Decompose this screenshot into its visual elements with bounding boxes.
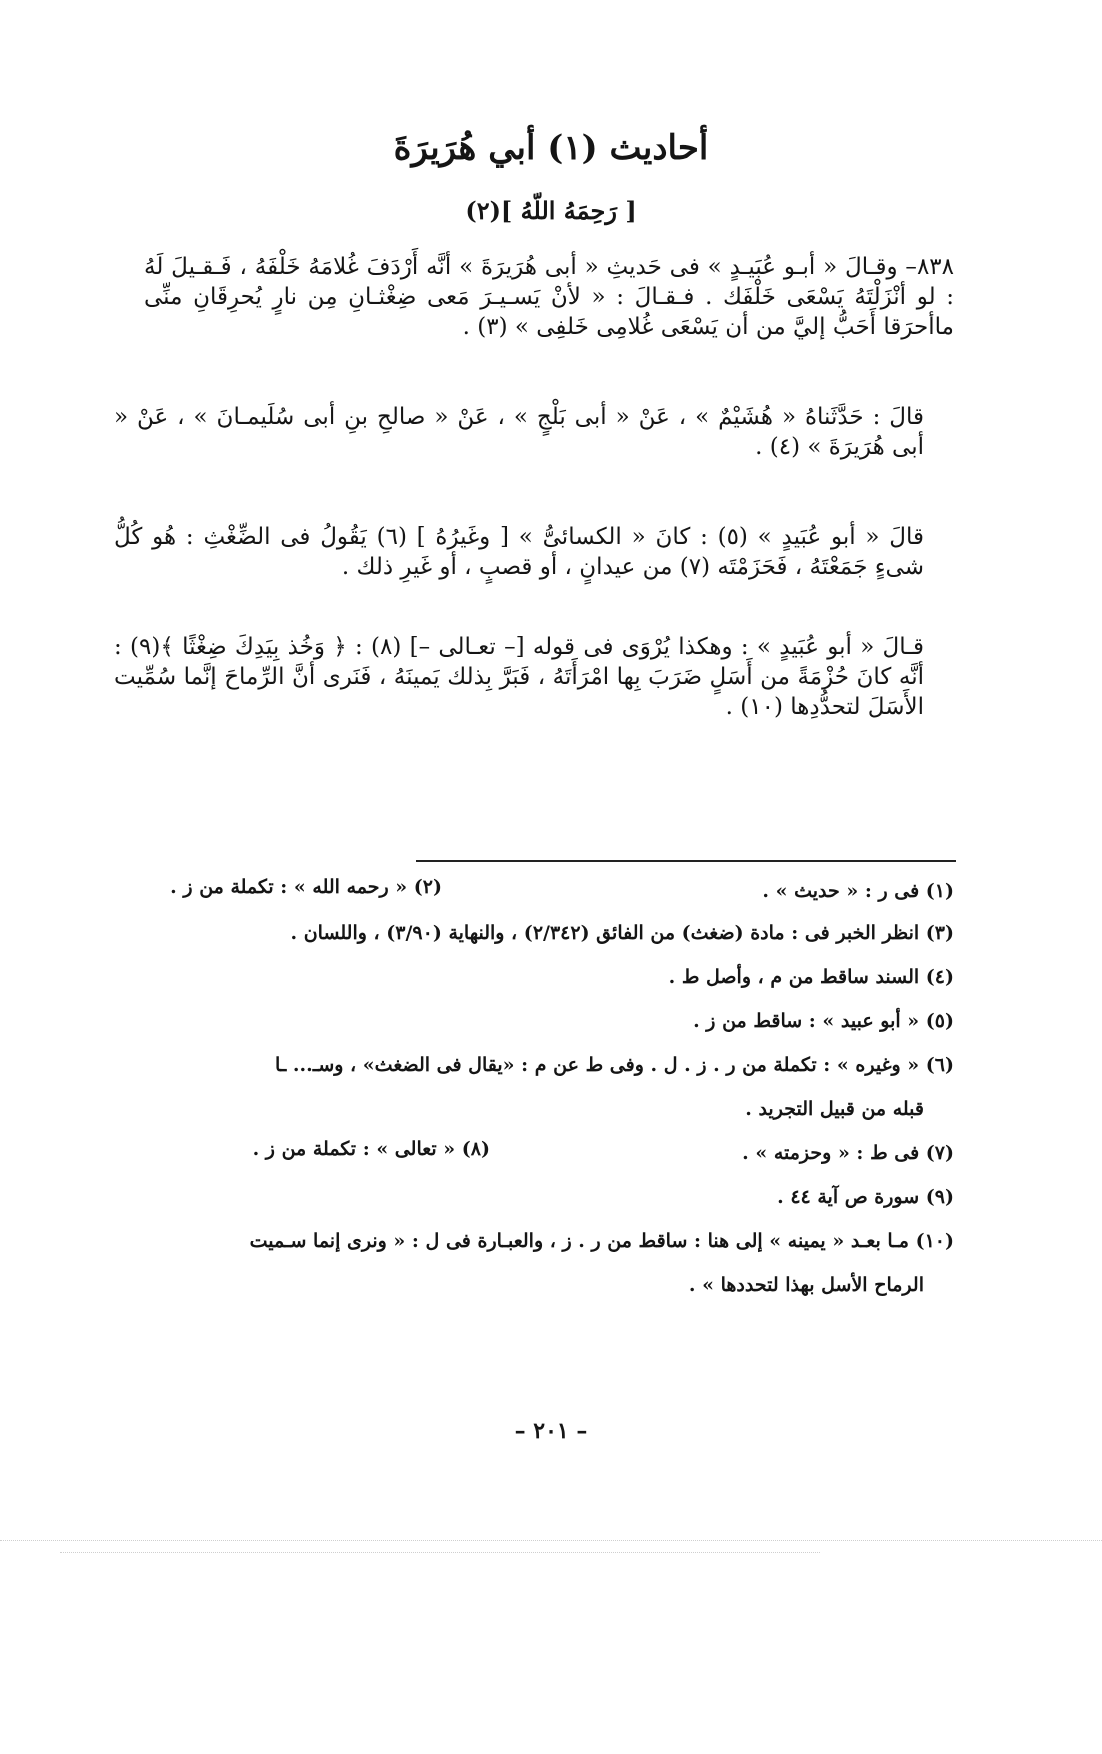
footnote-10: (١٠) مـا بعـد « يمينه » إلى هنا : ساقط من ر . ز ، والعبـارة فى ل : « ونرى إنما سـميت: [249, 1230, 954, 1252]
footnote-5: (٥) « أبو عبيد » : ساقط من ز .: [693, 1010, 954, 1032]
page-number: – ٢٠١ –: [514, 1418, 588, 1444]
footnote-6-continuation: قبله من قبيل التجريد .: [745, 1098, 924, 1120]
commentary-paragraph: قالَ « أبو عُبَيدٍ » (٥) : كانَ « الكسائىُّ » [ وغَيرُهُ ] (٦) يَقُولُ فى الضِّغْثِ : هُو كُلُّ شىءٍ جَمَعْتَهُ ، فَحَزَمْتَه (٧) من عيدانٍ ، أو قصبٍ ، أو غَيرِ ذلك .: [114, 524, 924, 580]
chapter-subtitle: [ رَحِمَهُ اللّهُ ](٢): [465, 196, 637, 225]
hadith-paragraph: ٨٣٨– وقـالَ « أبـو عُبَيـدٍ » فى حَديثِ « أبى هُرَيرَةَ » أنَّه أَرْدَفَ غُلامَهُ خَلْفَهُ ، فَـقـيلَ لَهُ : لو أنْزَلْتَهُ يَسْعَى خَلْفَك . فـقـالَ : « لأنْ يَسـيـرَ مَعى ضِغْثـانِ مِن نارٍ يُحرِقَانِ منِّى ماأحرَقا أَحَبُّ إليَّ من أن يَسْعَى غُلامِى خَلفِى » (٣) .: [144, 254, 954, 340]
scan-noise-line: [60, 1552, 820, 1555]
footnote-10-continuation: الرماح الأسل بهذا لتحددها » .: [688, 1274, 924, 1296]
footnote-4: (٤) السند ساقط من م ، وأصل ط .: [668, 966, 954, 988]
chapter-title: أحاديث (١) أبي هُرَيرَةَ: [393, 128, 709, 168]
footnote-6: (٦) « وغيره » : تكملة من ر . ز . ل . وفى ط عن م : «يقال فى الضغث» ، وسـ... ـا: [274, 1054, 954, 1076]
footnote-7: (٧) فى ط : « وحزمته » .: [742, 1142, 954, 1164]
isnad-paragraph: قالَ : حَدَّثَناهُ « هُشَيْمٌ » ، عَنْ « أبى بَلْجٍ » ، عَنْ « صالحِ بنِ أبى سُلَيمـانَ » ، عَنْ « أبى هُرَيرَةَ » (٤) .: [114, 404, 924, 460]
quran-paragraph: قـالَ « أبو عُبَيدٍ » : وهكذا يُرْوَى فى قوله [– تعـالى –] (٨) : ﴿ وَخُذ بِيَدِكَ ضِغْثًا ﴾(٩) : أنَّه كانَ حُزْمَةً من أَسَلٍ ضَرَبَ بِها امْرَأَتَهُ ، فَبَرَّ بِذلك يَمينَهُ ، فَنَرى أنَّ الرِّماحَ إنَّما سُمِّيت الأَسَلَ لتحدُّدِها (١٠) .: [114, 634, 924, 720]
footnote-8: (٨) « تعالى » : تكملة من ز .: [252, 1138, 490, 1160]
scan-noise-line: [0, 1540, 1102, 1543]
footnote-9: (٩) سورة ص آية ٤٤ .: [777, 1186, 954, 1208]
footnote-separator: [416, 860, 956, 862]
footnote-1: (١) فى ر : « حديث » .: [762, 880, 954, 902]
footnote-3: (٣) انظر الخبر فى : مادة (ضغث) من الفائق (٢/٣٤٢) ، والنهاية (٣/٩٠) ، واللسان .: [290, 922, 954, 944]
footnote-2: (٢) « رحمه الله » : تكملة من ز .: [170, 876, 442, 898]
